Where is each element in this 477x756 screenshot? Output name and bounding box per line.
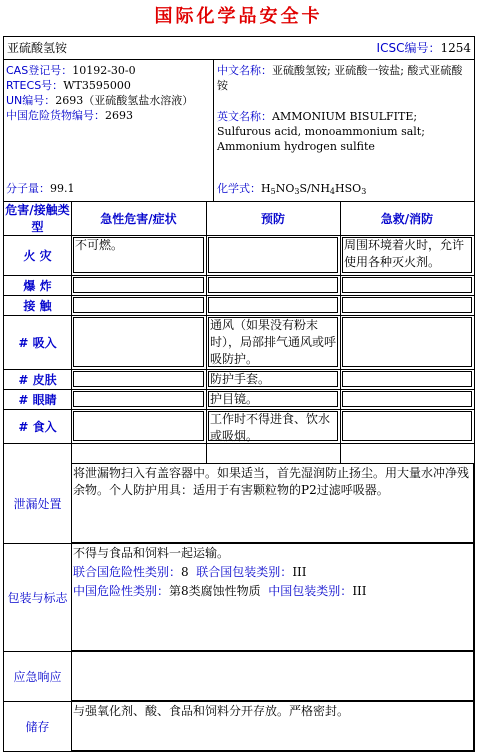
safety-card (3, 36, 475, 752)
hazard-row-label: # 眼睛 (18, 392, 57, 407)
col-aid-header: 急救/消防 (380, 211, 434, 226)
un-line: UN编号：2693（亚硫酸氢盐水溶液） (6, 94, 194, 107)
spill-label: 泄漏处置 (13, 496, 62, 511)
pack-cn-line: 中国危险性类别：第8类腐蚀性物质 中国包装类别：III (73, 584, 367, 598)
hazard-cell-aid: 周围环境着火时，允许使用各种灭火剂。 (344, 238, 465, 269)
col-type-header: 危害/接触类型 (5, 203, 70, 234)
storage-label: 储存 (25, 719, 50, 734)
spill-text: 将泄漏物扫入有盖容器中。如果适当，首先湿润防止扬尘。用大量水冲净残余物。个人防护用具：适用于有害颗粒物的P2过滤呼吸器。 (73, 466, 470, 497)
pack-line1: 不得与食品和饲料一起运输。 (73, 546, 230, 560)
pack-text (71, 544, 474, 601)
chemical-formula: 化学式：$H_5NO_3S/NH_4HSO_3$ (217, 182, 367, 196)
id-left (6, 63, 211, 123)
hazard-cell-prevent: 护目镜。 (210, 392, 259, 406)
col-symptom-header: 急性危害/症状 (100, 211, 177, 226)
col-prevent-header: 预防 (260, 211, 285, 226)
hazard-row-label: # 食入 (18, 419, 57, 434)
pack-un-line: 联合国危险性类别：8 联合国包装类别：III (73, 565, 307, 579)
english-name: 英文名称：AMMONIUM BISULFITE; Sulfurous acid, monoammonium salt; Ammonium hydrogen sulfite (217, 110, 425, 153)
molecular-weight: 分子量：99.1 (6, 182, 75, 195)
hazard-cell-symptom: 不可燃。 (75, 238, 124, 252)
hazard-row-label: 接 触 (23, 298, 52, 313)
hazard-row-label: # 吸入 (18, 335, 57, 350)
rtecs-line: RTECS号：WT3595000 (6, 79, 131, 92)
storage-text: 与强氧化剂、酸、食品和饲料分开存放。严格密封。 (73, 704, 350, 718)
cas-line: CAS登记号：10192-30-0 (6, 64, 136, 77)
chinese-name: 中文名称：亚硫酸氢铵; 亚硫酸一铵盐; 酸式亚硫酸铵 (217, 64, 463, 92)
hazard-table (4, 201, 474, 463)
hazard-cell-prevent: 工作时不得进食、饮水或吸烟。 (210, 412, 331, 443)
hazard-row-label: 火 灾 (23, 248, 52, 263)
cn-line: 中国危险货物编号：2693 (6, 109, 133, 122)
emergency-label: 应急响应 (13, 669, 62, 684)
card-title: 国际化学品安全卡 (154, 6, 323, 27)
hazard-cell-prevent: 防护手套。 (210, 372, 271, 386)
icsc-number: ICSC编号：1254 (376, 41, 471, 55)
hazard-row-label: # 皮肤 (18, 372, 57, 387)
hazard-cell-prevent: 通风（如果没有粉末时），局部排气通风或呼吸防护。 (210, 318, 337, 366)
pack-label: 包装与标志 (7, 590, 68, 605)
hazard-row-label: 爆 炸 (23, 278, 52, 293)
chemical-name: 亚硫酸氢铵 (7, 41, 68, 55)
